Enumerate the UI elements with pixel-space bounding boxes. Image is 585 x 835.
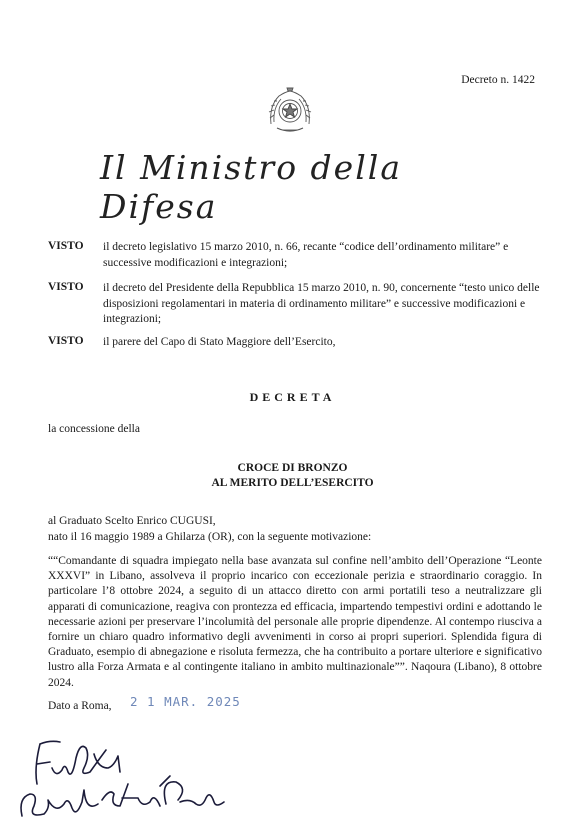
dated-place: Dato a Roma,	[48, 700, 112, 712]
decreta-heading: DECRETA	[249, 390, 336, 404]
motivation-text: ““Comandante di squadra impiegato nella base avanzata sul confine nell’ambito dell’Operazione “Leonte XXXVI” in Libano, assolveva il proprio incarico con eccezionale perizia e straordinario coraggio. In particolare l’8 ottobre 2024, a seguito di un attacco diretto con armi portatili teso a neutralizzare gli apparati di comunicazione, reagiva con prontezza ed efficacia, impartendo tempestivi ordini e adottando le necessarie azioni per preservare l’incolumità del personale alle proprie dipendenze. Al contempo riusciva a fornire un chiaro quadro informativo degli avvenimenti in corso ai propri superiori. Splendida figura di Graduato, esempio di abnegazione e risoluta fermezza, che ha contribuito a portare ulteriore e significativo lustro alla Forza Armata e al contingente italiano in ambito multinazionale””. Naqoura (Libano), 8 ottobre 2024.	[48, 555, 542, 689]
decree-number: Decreto n. 1422	[461, 74, 535, 86]
award-title-line2: AL MERITO DELL’ESERCITO	[211, 477, 374, 489]
date-stamp: 2 1 MAR. 2025	[130, 694, 241, 709]
award-title-line1: CROCE DI BRONZO	[237, 462, 348, 474]
visto-label: VISTO	[48, 335, 84, 347]
recipient-details: nato il 16 maggio 1989 a Ghilarza (OR), con la seguente motivazione:	[48, 531, 372, 543]
grant-intro: la concessione della	[48, 423, 140, 435]
visto-text: il parere del Capo di Stato Maggiore dell’Esercito,	[103, 336, 336, 348]
visto-label: VISTO	[48, 281, 84, 293]
visto-text: il decreto del Presidente della Repubblica 15 marzo 2010, n. 90, concernente “testo unico delle disposizioni regolamentari in materia di ordinamento militare” e successive modificazioni e integrazioni;	[103, 282, 540, 325]
minister-title: Il Ministro della Difesa	[100, 148, 402, 226]
minister-signature	[10, 728, 230, 830]
visto-text: il decreto legislativo 15 marzo 2010, n. 66, recante “codice dell’ordinamento militare” e successive modificazioni e integrazioni;	[103, 241, 509, 269]
italian-republic-emblem-icon	[265, 84, 315, 136]
visto-label: VISTO	[48, 240, 84, 252]
recipient-name: al Graduato Scelto Enrico CUGUSI,	[48, 515, 216, 527]
